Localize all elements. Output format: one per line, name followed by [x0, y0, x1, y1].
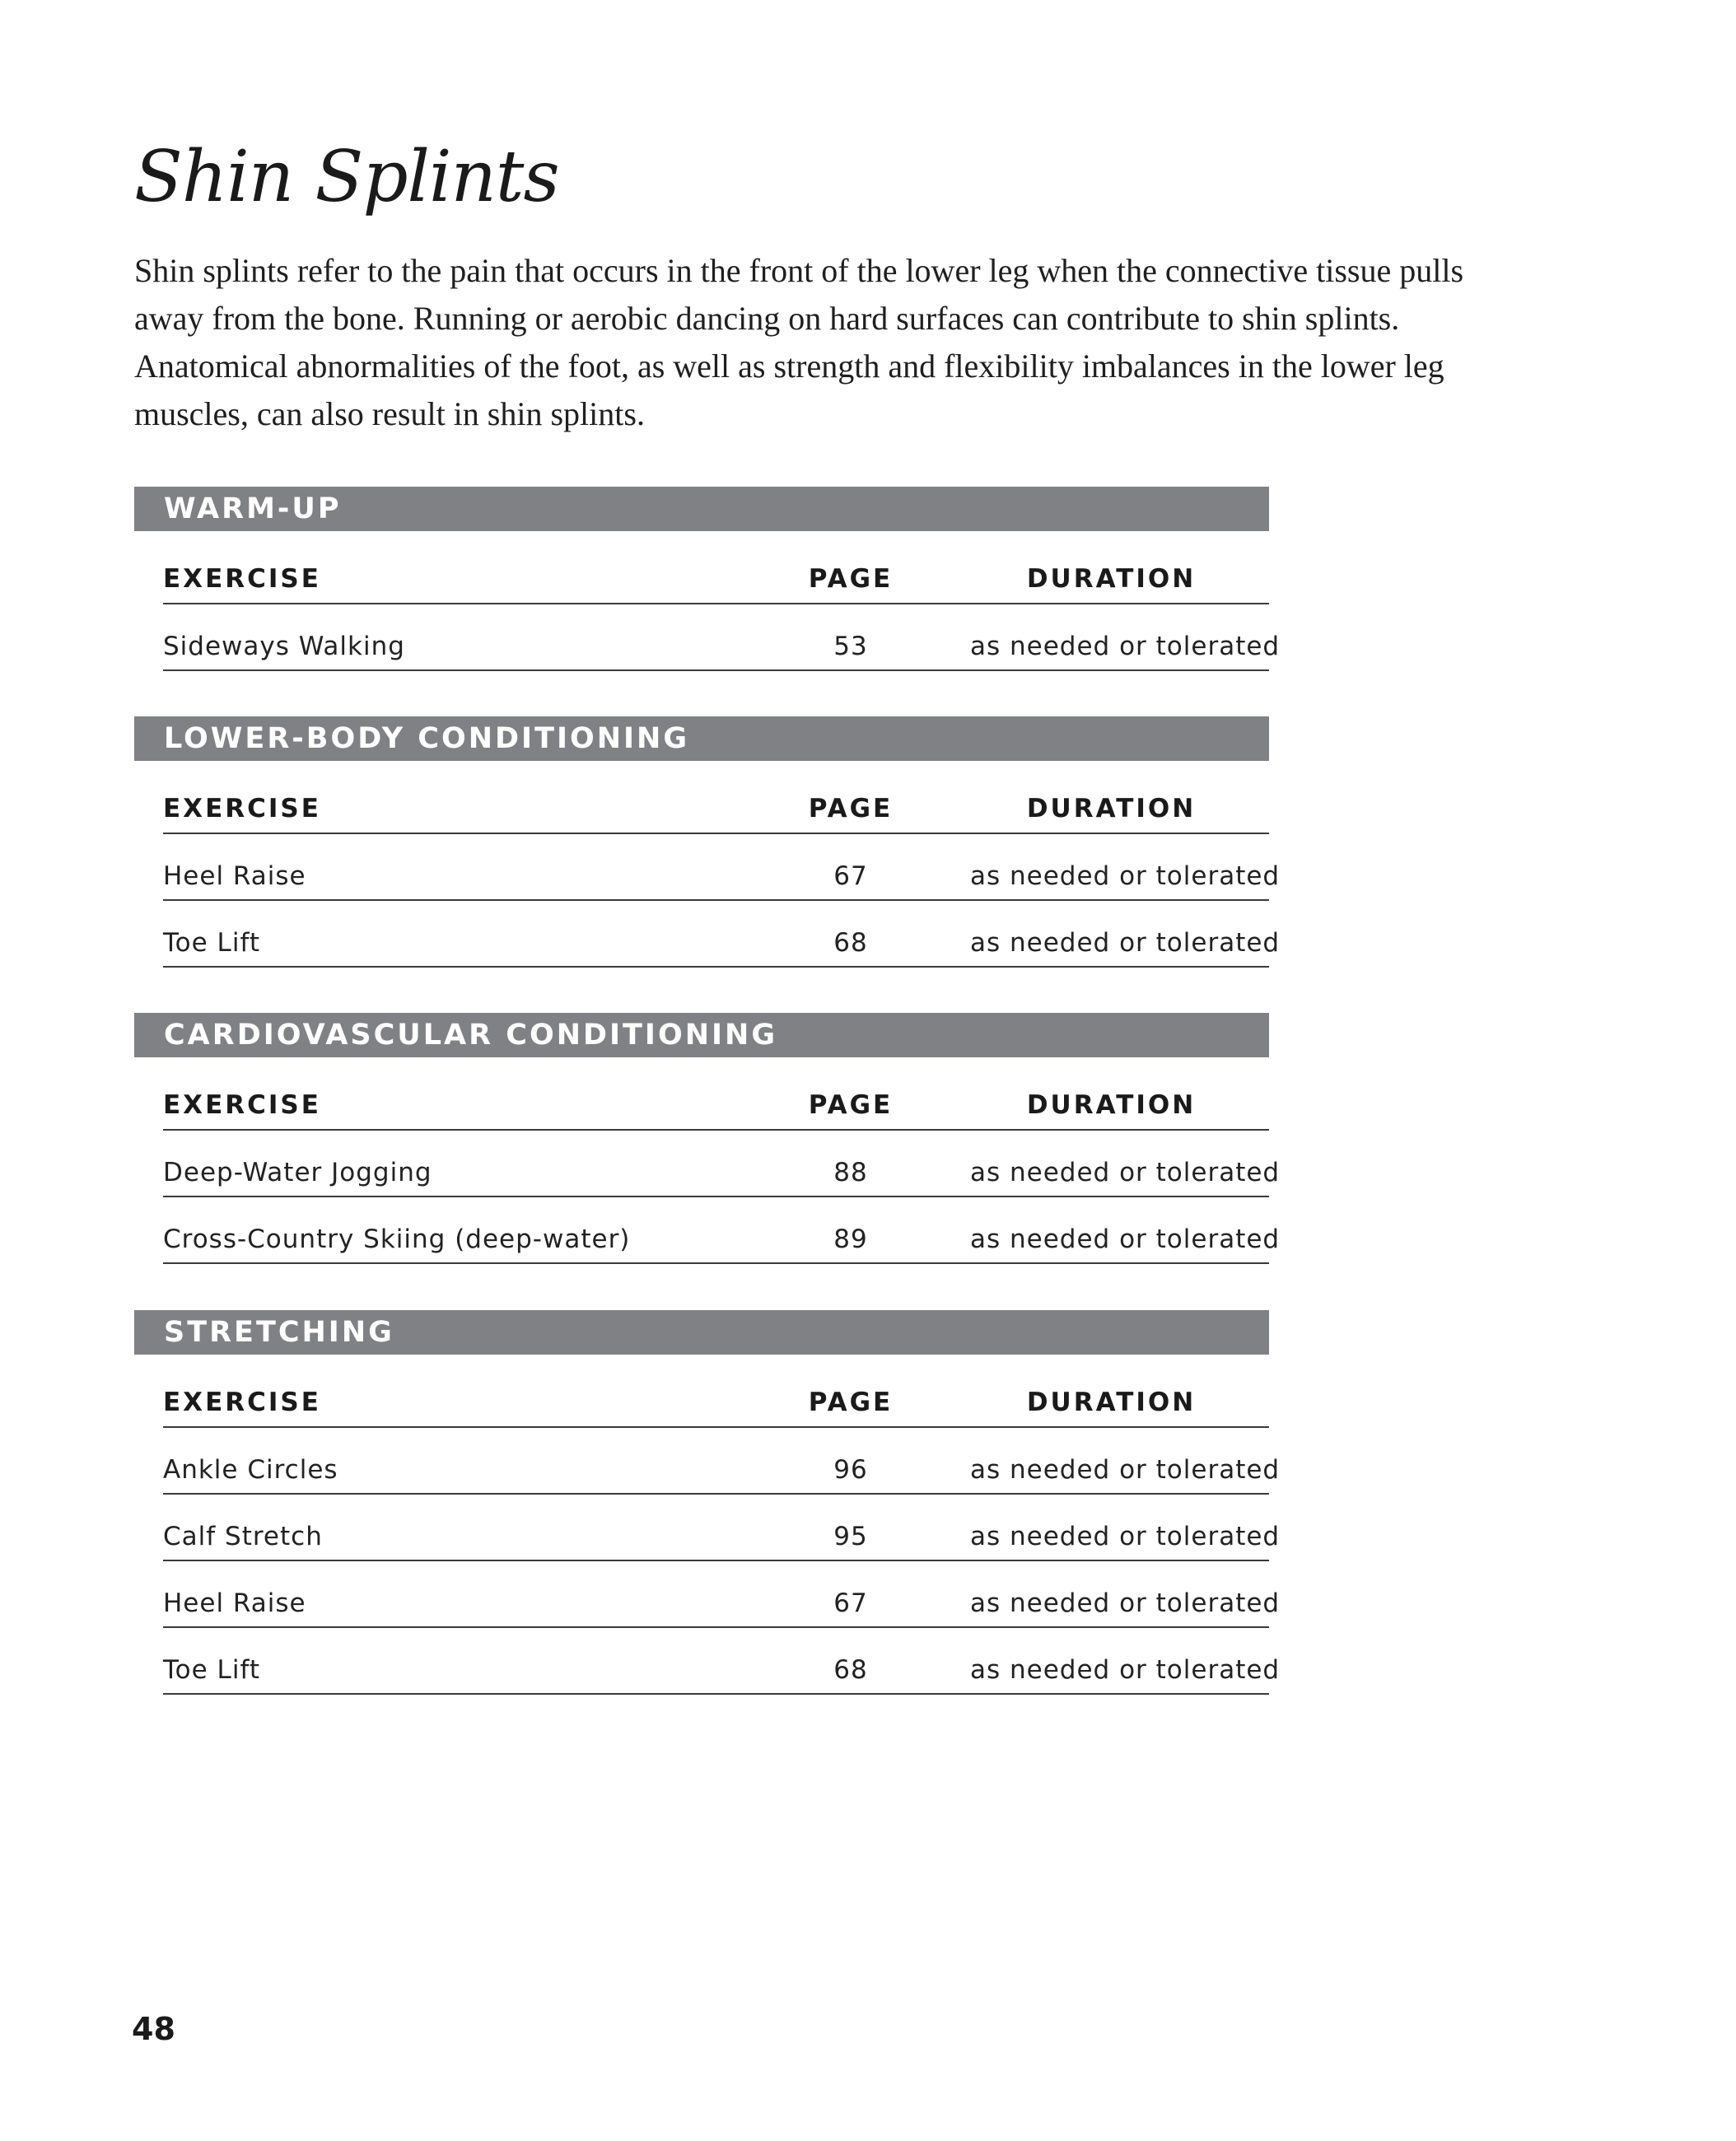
column-header-page: PAGE [808, 564, 894, 594]
table-header-row [163, 761, 1269, 834]
exercise-table [163, 1057, 1281, 1264]
page-ref: 96 [833, 1455, 868, 1485]
exercise-name: Calf Stretch [163, 1522, 323, 1551]
table-row [163, 901, 1281, 968]
section-stretching [134, 1310, 1281, 1695]
table-row [163, 1628, 1281, 1695]
page-ref: 89 [833, 1224, 868, 1254]
page-number: 48 [132, 2011, 175, 2047]
column-header-exercise: EXERCISE [163, 1090, 321, 1120]
exercise-name: Toe Lift [163, 928, 260, 958]
table-header-row [163, 531, 1269, 604]
section-heading: WARM-UP [134, 487, 1269, 531]
column-header-duration: DURATION [1026, 564, 1197, 594]
exercise-name: Toe Lift [163, 1655, 260, 1685]
table-header-row [163, 1057, 1269, 1131]
exercise-table [163, 531, 1281, 671]
exercise-table [163, 761, 1281, 968]
column-header-duration: DURATION [1026, 1388, 1197, 1417]
section-heading: CARDIOVASCULAR CONDITIONING [134, 1013, 1269, 1057]
column-header-page: PAGE [808, 1388, 894, 1417]
duration: as needed or tolerated [970, 928, 1281, 958]
page-ref: 53 [833, 632, 868, 661]
table-row [163, 1428, 1281, 1495]
column-header-page: PAGE [808, 794, 894, 823]
duration: as needed or tolerated [970, 1588, 1281, 1618]
exercise-name: Heel Raise [163, 1588, 306, 1618]
section-lower-body-conditioning [134, 716, 1281, 968]
table-header-row [163, 1355, 1269, 1428]
column-header-duration: DURATION [1026, 794, 1197, 823]
exercise-name: Deep-Water Jogging [163, 1158, 432, 1187]
page-ref: 68 [833, 928, 868, 958]
page-ref: 88 [833, 1158, 868, 1187]
duration: as needed or tolerated [970, 1455, 1281, 1485]
section-warm-up [134, 487, 1281, 671]
duration: as needed or tolerated [970, 1158, 1281, 1187]
intro-paragraph: Shin splints refer to the pain that occurs in the front of the lower leg when the connective tissue pulls away from the bone. Running or aerobic dancing on hard surfaces can contribute to shin splints. Anatomical abnormalities of the foot, as well as strength and flexibility imbalances in the lower leg muscles, can also result in shin splints. [134, 252, 1464, 432]
table-row [163, 834, 1281, 901]
table-row [163, 1197, 1281, 1264]
table-row [163, 1561, 1281, 1628]
section-heading: STRETCHING [134, 1310, 1269, 1355]
page-ref: 67 [833, 861, 868, 891]
page-title: Shin Splints [134, 136, 559, 218]
exercise-name: Heel Raise [163, 861, 306, 891]
section-cardiovascular-conditioning [134, 1013, 1281, 1264]
section-heading: LOWER-BODY CONDITIONING [134, 716, 1269, 761]
column-header-exercise: EXERCISE [163, 1388, 321, 1417]
column-header-page: PAGE [808, 1090, 894, 1120]
exercise-name: Ankle Circles [163, 1455, 338, 1485]
column-header-duration: DURATION [1026, 1090, 1197, 1120]
exercise-name: Sideways Walking [163, 632, 405, 661]
table-row [163, 604, 1281, 671]
exercise-name: Cross-Country Skiing (deep-water) [163, 1224, 631, 1254]
page-ref: 68 [833, 1655, 868, 1685]
duration: as needed or tolerated [970, 1224, 1281, 1254]
duration: as needed or tolerated [970, 1522, 1281, 1551]
table-row [163, 1495, 1281, 1561]
column-header-exercise: EXERCISE [163, 794, 321, 823]
page-ref: 95 [833, 1522, 868, 1551]
column-header-exercise: EXERCISE [163, 564, 321, 594]
duration: as needed or tolerated [970, 632, 1281, 661]
duration: as needed or tolerated [970, 1655, 1281, 1685]
table-row [163, 1131, 1281, 1197]
exercise-table [163, 1355, 1281, 1695]
page-ref: 67 [833, 1588, 868, 1618]
duration: as needed or tolerated [970, 861, 1281, 891]
